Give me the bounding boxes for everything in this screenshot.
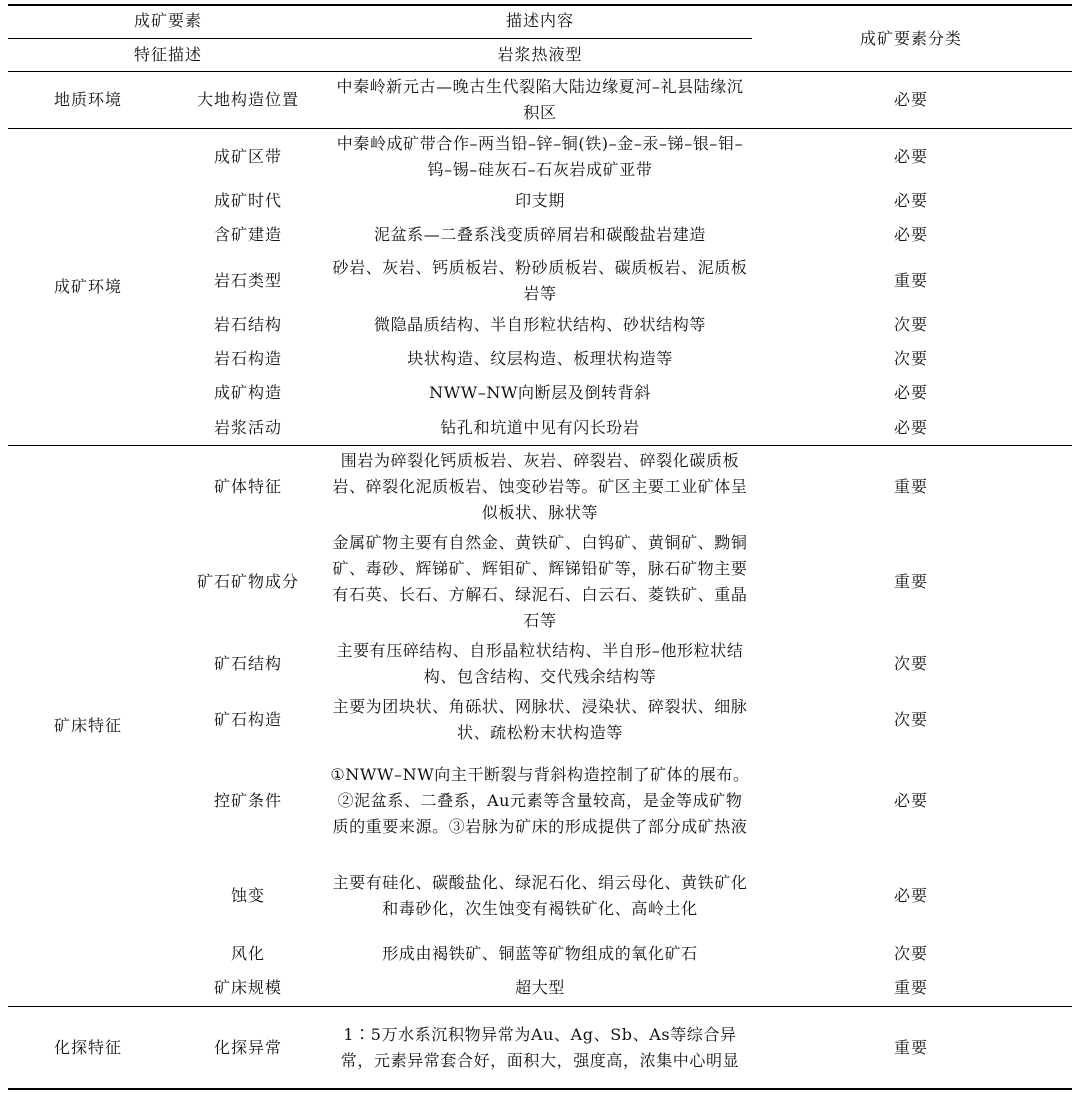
feature-label: 矿石结构 <box>213 654 282 673</box>
description-text: 主要为团块状、角砾状、网脉状、浸染状、碎裂状、细脉状、疏松粉末状构造等 <box>332 697 748 742</box>
feature-label: 成矿区带 <box>213 147 282 166</box>
description-text: NWW–NW向断层及倒转背斜 <box>429 383 651 402</box>
description-text: 主要有硅化、碳酸盐化、绿泥石化、绢云母化、黄铁矿化和毒砂化，次生蚀变有褐铁矿化、高岭土化 <box>332 873 748 918</box>
classification-value: 必要 <box>893 90 928 109</box>
feature-label: 风化 <box>230 944 265 963</box>
classification-value: 必要 <box>893 383 928 402</box>
group-deposit-features: 矿床特征 <box>53 716 122 735</box>
bottom-rule <box>8 1088 1072 1090</box>
description-text: 金属矿物主要有自然金、黄铁矿、白钨矿、黄铜矿、黝铜矿、毒砂、辉锑矿、辉钼矿、辉锑铅矿等，脉石矿物主要有石英、长石、方解石、绿泥石、白云石、菱铁矿、重晶石等 <box>332 533 748 630</box>
description-text: 超大型 <box>515 978 565 997</box>
feature-label: 岩石构造 <box>213 349 282 368</box>
classification-value: 次要 <box>893 710 928 729</box>
classification-value: 必要 <box>893 418 928 437</box>
classification-value: 重要 <box>893 978 928 997</box>
description-text: 形成由褐铁矿、铜蓝等矿物组成的氧化矿石 <box>382 944 698 963</box>
header-mid-rule <box>8 38 752 39</box>
description-text: 主要有压碎结构、自形晶粒状结构、半自形–他形粒状结构、包含结构、交代残余结构等 <box>336 641 744 686</box>
description-text: ①NWW–NW向主干断裂与背斜构造控制了矿体的展布。②泥盆系、二叠系，Au元素等含量较高，是金等成矿物质的重要来源。③岩脉为矿床的形成提供了部分成矿热液 <box>330 765 750 836</box>
description-text: 砂岩、灰岩、钙质板岩、粉砂质板岩、碳质板岩、泥质板岩等 <box>332 258 748 303</box>
feature-label: 成矿时代 <box>213 191 282 210</box>
classification-value: 重要 <box>893 572 928 591</box>
classification-value: 必要 <box>893 191 928 210</box>
header-feature-desc: 特征描述 <box>133 45 202 64</box>
description-text: 1∶5万水系沉积物异常为Au、Ag、Sb、As等综合异常，元素异常套合好，面积大，强度高，浓集中心明显 <box>340 1024 740 1070</box>
classification-value: 次要 <box>893 944 928 963</box>
classification-value: 必要 <box>893 147 928 166</box>
group-geochemical-features: 化探特征 <box>53 1037 122 1057</box>
feature-label: 岩石结构 <box>213 315 282 334</box>
classification-value: 必要 <box>893 886 928 905</box>
feature-label: 成矿构造 <box>213 383 282 402</box>
classification-value: 次要 <box>893 654 928 673</box>
classification-value: 必要 <box>893 791 928 810</box>
group-geological-setting: 地质环境 <box>53 90 122 109</box>
description-text: 钻孔和坑道中见有闪长玢岩 <box>440 418 640 437</box>
feature-label: 蚀变 <box>230 886 265 905</box>
feature-label: 岩浆活动 <box>213 418 282 437</box>
classification-value: 重要 <box>893 477 928 496</box>
header-description: 描述内容 <box>505 11 574 30</box>
classification-value: 必要 <box>893 225 928 244</box>
description-text: 泥盆系—二叠系浅变质碎屑岩和碳酸盐岩建造 <box>373 225 706 244</box>
feature-label: 矿体特征 <box>213 477 282 496</box>
feature-label: 矿床规模 <box>213 978 282 997</box>
header-deposit-type: 岩浆热液型 <box>497 45 583 64</box>
description-text: 中秦岭成矿带合作–两当铅–锌–铜(铁)–金–汞–锑–银–钼–钨–锡–硅灰石–石灰岩成矿亚带 <box>336 134 744 179</box>
header-classification: 成矿要素分类 <box>859 28 962 48</box>
header-elements: 成矿要素 <box>133 11 202 30</box>
group-metallogenic-setting: 成矿环境 <box>53 277 122 296</box>
classification-value: 次要 <box>893 315 928 334</box>
classification-value: 次要 <box>893 349 928 368</box>
description-text: 围岩为碎裂化钙质板岩、灰岩、碎裂岩、碎裂化碳质板岩、碎裂化泥质板岩、蚀变砂岩等。矿区主要工业矿体呈似板状、脉状等 <box>332 451 748 522</box>
classification-value: 重要 <box>893 1037 928 1057</box>
classification-value: 重要 <box>893 271 928 290</box>
feature-label: 岩石类型 <box>213 271 282 290</box>
feature-label: 大地构造位置 <box>196 90 299 109</box>
description-text: 微隐晶质结构、半自形粒状结构、砂状结构等 <box>373 315 706 334</box>
feature-label: 控矿条件 <box>213 791 282 810</box>
description-text: 中秦岭新元古—晚古生代裂陷大陆边缘夏河–礼县陆缘沉积区 <box>336 77 744 122</box>
description-text: 印支期 <box>515 191 565 210</box>
feature-label: 矿石矿物成分 <box>196 572 299 591</box>
feature-label: 含矿建造 <box>213 225 282 244</box>
description-text: 块状构造、纹层构造、板理状构造等 <box>407 349 673 368</box>
feature-label: 化探异常 <box>213 1037 282 1057</box>
feature-label: 矿石构造 <box>213 710 282 729</box>
